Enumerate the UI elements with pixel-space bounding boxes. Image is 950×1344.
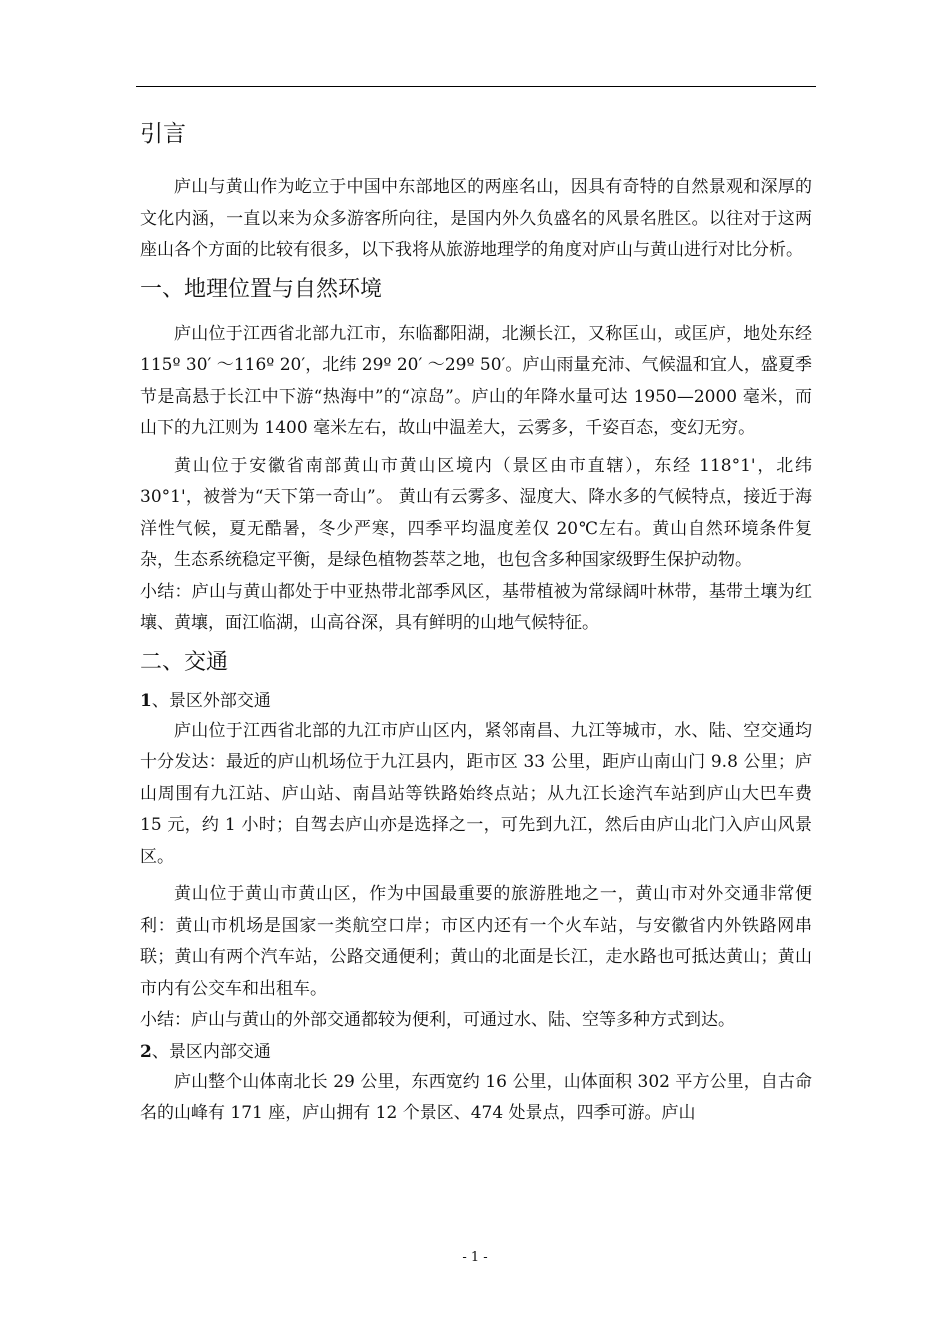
subsection-internal-number: 2 bbox=[140, 1041, 152, 1062]
huangshan-external-paragraph: 黄山位于黄山市黄山区，作为中国最重要的旅游胜地之一，黄山市对外交通非常便利：黄山市机场是国家一类航空口岸；市区内还有一个火车站，与安徽省内外铁路网串联；黄山有两个汽车站，公路交通便利；黄山的北面是长江，走水路也可抵达黄山；黄山市内有公交车和出租车。 bbox=[140, 884, 812, 999]
lushan-internal-paragraph: 庐山整个山体南北长 29 公里，东西宽约 16 公里，山体面积 302 平方公里，自古命名的山峰有 171 座，庐山拥有 12 个景区、474 处景点，四季可游。庐山 bbox=[140, 1071, 812, 1123]
subsection-internal-heading bbox=[140, 1037, 812, 1067]
section1-heading: 一、地理位置与自然环境 bbox=[140, 276, 383, 302]
header-rule bbox=[136, 86, 816, 87]
document-body bbox=[140, 118, 812, 1130]
subsection-internal-title: 、景区内部交通 bbox=[151, 1041, 271, 1062]
lushan-external-paragraph: 庐山位于江西省北部的九江市庐山区内，紧邻南昌、九江等城市，水、陆、空交通均十分发达：最近的庐山机场位于九江县内，距市区 33 公里，距庐山南山门 9.8 公里；庐山周围有九江站、庐山站、南昌站等铁路始终点站；从九江长途汽车站到庐山大巴车费 15 元，约 1 小时；自驾去庐山亦是选择之一，可先到九江，然后由庐山北门入庐山风景区。 bbox=[140, 720, 812, 867]
section2-heading: 二、交通 bbox=[140, 649, 229, 675]
external-summary: 小结：庐山与黄山的外部交通都较为便利，可通过水、陆、空等多种方式到达。 bbox=[140, 1010, 735, 1030]
subsection-external-title: 、景区外部交通 bbox=[151, 690, 271, 711]
intro-heading: 引言 bbox=[140, 121, 186, 147]
section1-lushan-paragraph: 庐山位于江西省北部九江市，东临鄱阳湖，北濒长江，又称匡山，或匡庐，地处东经 115º 30′ ～116º 20′，北纬 29º 20′ ～29º 50′。庐山雨量充沛、气候温和宜人，盛夏季节是高悬于长江中下游“热海中”的“凉岛”。庐山的年降水量可达 1950—2000 毫米，而山下的九江则为 1400 毫米左右，故山中温差大，云雾多，千姿百态，变幻无穷。 bbox=[140, 323, 812, 438]
page-number: - 1 - bbox=[462, 1250, 488, 1265]
subsection-external-number: 1 bbox=[140, 690, 152, 711]
intro-paragraph: 庐山与黄山作为屹立于中国中东部地区的两座名山，因具有奇特的自然景观和深厚的文化内涵，一直以来为众多游客所向往，是国内外久负盛名的风景名胜区。以往对于这两座山各个方面的比较有很多，以下我将从旅游地理学的角度对庐山与黄山进行对比分析。 bbox=[140, 177, 812, 260]
section1-summary: 小结：庐山与黄山都处于中亚热带北部季风区，基带植被为常绿阔叶林带，基带土壤为红壤、黄壤，面江临湖，山高谷深，具有鲜明的山地气候特征。 bbox=[140, 581, 812, 633]
subsection-external-heading bbox=[140, 686, 812, 716]
section1-huangshan-paragraph: 黄山位于安徽省南部黄山市黄山区境内（景区由市直辖），东经 118°1'，北纬 30°1'，被誉为“天下第一奇山”。 黄山有云雾多、湿度大、降水多的气候特点，接近于海洋性气候，夏无酷暑，冬少严寒，四季平均温度差仅 20℃左右。黄山自然环境条件复杂，生态系统稳定平衡，是绿色植物荟萃之地，也包含多种国家级野生保护动物。 bbox=[140, 455, 812, 570]
